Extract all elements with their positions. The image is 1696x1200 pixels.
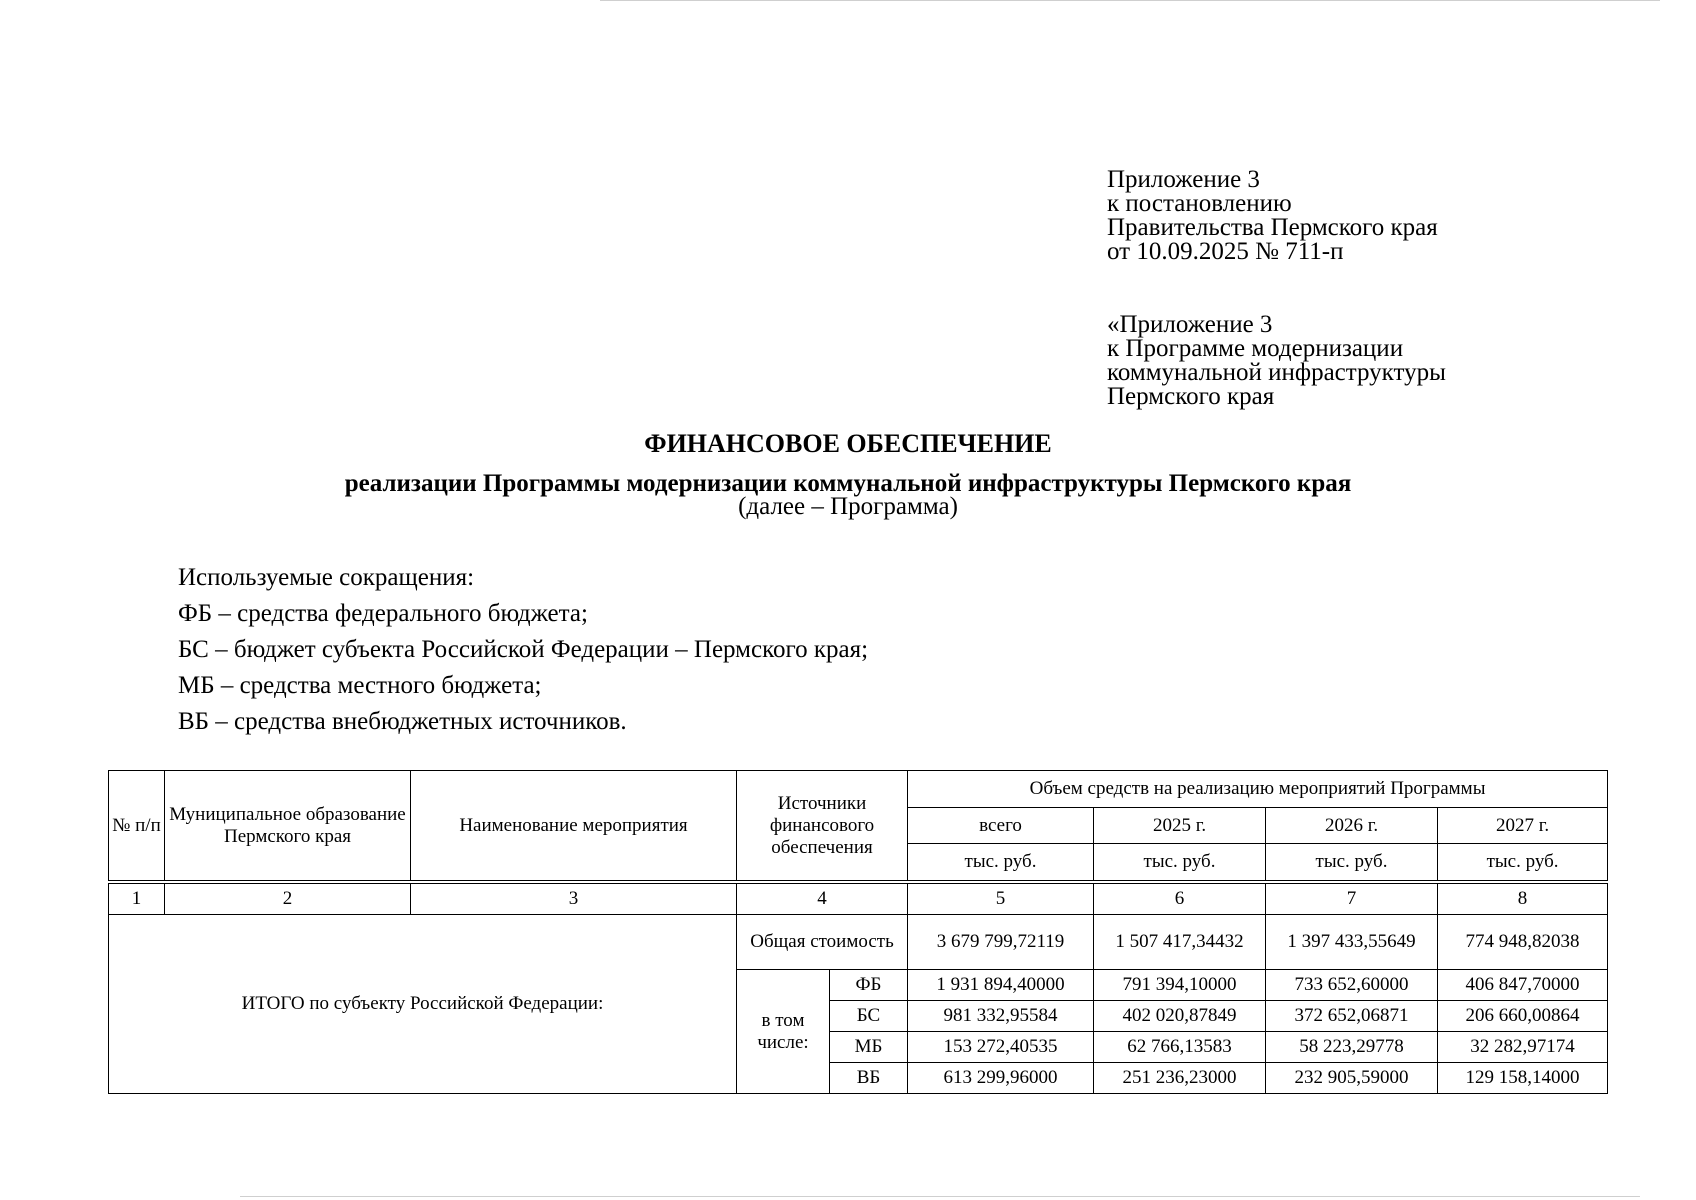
table-cell: 1 397 433,55649 xyxy=(1266,915,1438,970)
header-unit: тыс. руб. xyxy=(1266,844,1438,881)
approval-line-1: Приложение 3 xyxy=(1107,166,1260,193)
document-title: ФИНАНСОВОЕ ОБЕСПЕЧЕНИЕ xyxy=(644,429,1052,458)
approval-block xyxy=(1107,168,1438,264)
table-cell: 129 158,14000 xyxy=(1438,1063,1608,1094)
table-cell: 1 931 894,40000 xyxy=(908,970,1094,1001)
annex-line-3: коммунальной инфраструктуры xyxy=(1107,359,1446,386)
table-cell: 3 679 799,72119 xyxy=(908,915,1094,970)
table-cell: 62 766,13583 xyxy=(1094,1032,1266,1063)
header-year-2026: 2026 г. xyxy=(1266,808,1438,844)
including-label: в том числе: xyxy=(737,970,830,1094)
annex-line-4: Пермского края xyxy=(1107,383,1275,410)
column-number: 5 xyxy=(908,884,1094,915)
source-code: ФБ xyxy=(830,970,908,1001)
column-number: 2 xyxy=(165,884,411,915)
document-subtitle: реализации Программы модернизации коммунальной инфраструктуры Пермского края xyxy=(344,470,1352,497)
abbreviation-item: МБ – средства местного бюджета; xyxy=(178,672,542,699)
source-code: БС xyxy=(830,1001,908,1032)
table-cell: 372 652,06871 xyxy=(1266,1001,1438,1032)
column-number: 3 xyxy=(411,884,737,915)
table-cell: 613 299,96000 xyxy=(908,1063,1094,1094)
abbreviations-heading: Используемые сокращения: xyxy=(178,564,475,591)
header-municipality: Муниципальное образование Пермского края xyxy=(165,771,411,881)
approval-line-4: от 10.09.2025 № 711-п xyxy=(1107,238,1344,265)
table-cell: 774 948,82038 xyxy=(1438,915,1608,970)
header-year-2025: 2025 г. xyxy=(1094,808,1266,844)
table-cell: 981 332,95584 xyxy=(908,1001,1094,1032)
table-row xyxy=(109,915,1608,970)
approval-line-2: к постановлению xyxy=(1107,190,1292,217)
table-cell: 733 652,60000 xyxy=(1266,970,1438,1001)
abbreviation-item: БС – бюджет субъекта Российской Федерации – Пермского края; xyxy=(178,636,869,663)
table-cell: 791 394,10000 xyxy=(1094,970,1266,1001)
column-number: 8 xyxy=(1438,884,1608,915)
total-cost-label: Общая стоимость xyxy=(737,915,908,970)
header-unit: тыс. руб. xyxy=(1438,844,1608,881)
header-total: всего xyxy=(908,808,1094,844)
document-subtitle-note: (далее – Программа) xyxy=(738,493,958,520)
abbreviation-item: ФБ – средства федерального бюджета; xyxy=(178,600,588,627)
header-num: № п/п xyxy=(109,771,165,881)
header-volume: Объем средств на реализацию мероприятий Программы xyxy=(908,771,1608,808)
header-unit: тыс. руб. xyxy=(1094,844,1266,881)
column-number: 4 xyxy=(737,884,908,915)
abbreviations-list xyxy=(178,560,868,740)
header-unit: тыс. руб. xyxy=(908,844,1094,881)
abbreviation-item: ВБ – средства внебюджетных источников. xyxy=(178,708,627,735)
column-number: 6 xyxy=(1094,884,1266,915)
table-cell: 232 905,59000 xyxy=(1266,1063,1438,1094)
approval-line-3: Правительства Пермского края xyxy=(1107,214,1438,241)
column-number: 7 xyxy=(1266,884,1438,915)
table-cell: 402 020,87849 xyxy=(1094,1001,1266,1032)
table-cell: 58 223,29778 xyxy=(1266,1032,1438,1063)
financing-table xyxy=(108,770,1608,1094)
column-number: 1 xyxy=(109,884,165,915)
table-cell: 406 847,70000 xyxy=(1438,970,1608,1001)
summary-label: ИТОГО по субъекту Российской Федерации: xyxy=(109,915,737,1094)
source-code: ВБ xyxy=(830,1063,908,1094)
table-cell: 251 236,23000 xyxy=(1094,1063,1266,1094)
table-cell: 32 282,97174 xyxy=(1438,1032,1608,1063)
scan-edge-bottom xyxy=(240,1196,1640,1197)
scan-edge-top xyxy=(600,0,1660,1)
annex-line-1: «Приложение 3 xyxy=(1107,311,1273,338)
header-event: Наименование мероприятия xyxy=(411,771,737,881)
header-year-2027: 2027 г. xyxy=(1438,808,1608,844)
table-cell: 206 660,00864 xyxy=(1438,1001,1608,1032)
header-sources: Источники финансового обеспечения xyxy=(737,771,908,881)
source-code: МБ xyxy=(830,1032,908,1063)
annex-block xyxy=(1107,313,1446,409)
annex-line-2: к Программе модернизации xyxy=(1107,335,1404,362)
table-cell: 153 272,40535 xyxy=(908,1032,1094,1063)
table-cell: 1 507 417,34432 xyxy=(1094,915,1266,970)
